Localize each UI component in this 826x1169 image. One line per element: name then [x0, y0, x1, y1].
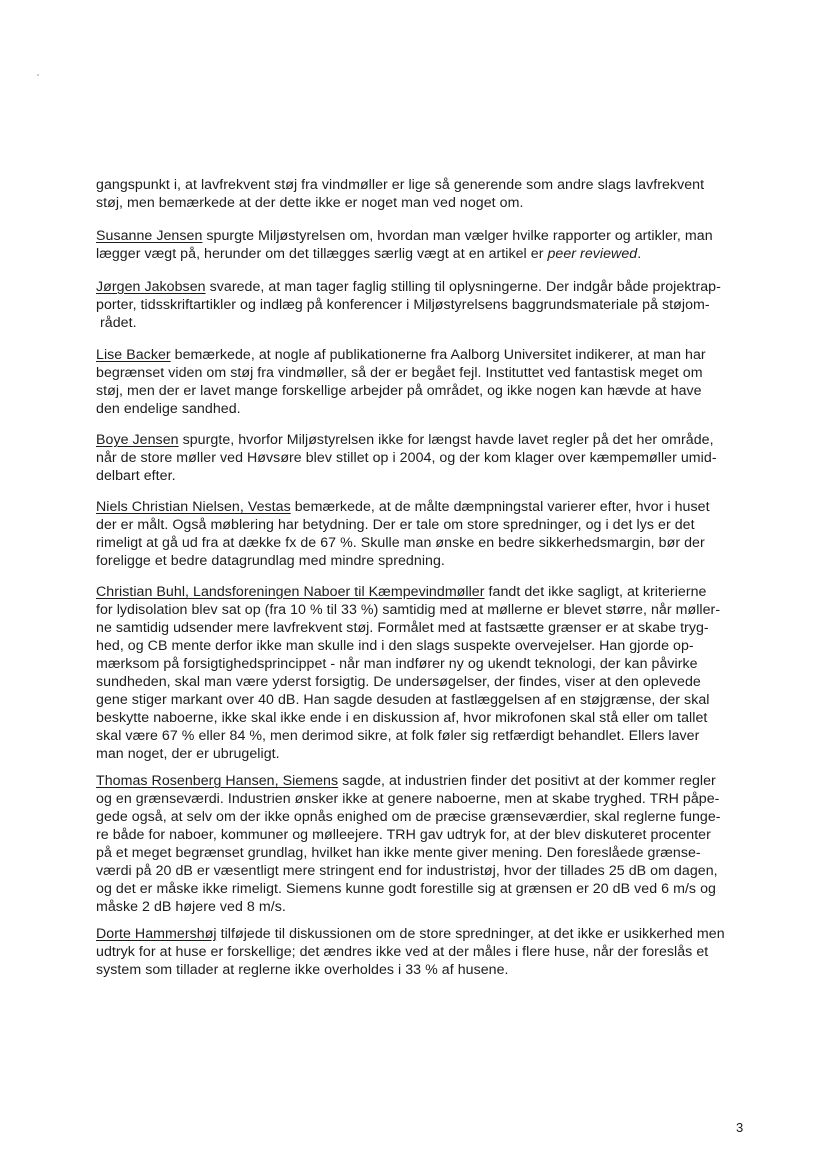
text-line: man noget, der er ubrugeligt. [96, 746, 280, 762]
text-punctuation: . [637, 246, 642, 262]
text-line: porter, tidsskriftartikler og indlæg på konferencer i Miljøstyrelsens baggrundsmateriale på støjom- [96, 297, 710, 313]
scan-speck [37, 74, 39, 76]
text-line: skal være 67 % eller 84 %, men derimod sikre, at folk føler sig retfærdigt behandlet. Ellers laver [96, 728, 700, 744]
text-line: system som tillader at reglerne ikke overholdes i 33 % af husene. [96, 962, 509, 978]
text-line: og en grænseværdi. Industrien ønsker ikke at genere naboerne, men at skabe tryghed. TRH påpe- [96, 791, 720, 807]
text-line: bemærkede, at nogle af publikationerne fra Aalborg Universitet indikerer, at man har [170, 347, 706, 363]
speaker-name: Lise Backer [96, 347, 171, 363]
paragraph-boye-jensen [96, 431, 717, 485]
speaker-name: Jørgen Jakobsen [96, 279, 206, 295]
text-line: begrænset viden om støj fra vindmøller, så der er begået fejl. Instituttet ved fantastisk meget om [96, 365, 703, 381]
speaker-name: Thomas Rosenberg Hansen, Siemens [96, 773, 339, 789]
text-line: udtryk for at huse er forskellige; det ændres ikke ved at der måles i flere huse, når der foreslås et [96, 944, 709, 960]
text-line: mærksom på forsigtighedsprincippet - når man indfører ny og ukendt teknologi, der kan påvirke [96, 656, 698, 672]
paragraph-thomas-rosenberg-hansen [96, 772, 721, 916]
text-line: rådet. [100, 315, 137, 331]
text-line: spurgte, hvorfor Miljøstyrelsen ikke for længst havde lavet regler på det her område, [178, 432, 714, 448]
text-line: værdi på 20 dB er væsentligt mere stringent end for industristøj, hvor der tillades 25 dB om dagen, [96, 863, 718, 879]
text-line: hed, og CB mente derfor ikke man skulle ind i den slags suspekte overvejelser. Han gjorde op- [96, 638, 694, 654]
text-line: den endelige sandhed. [96, 401, 241, 417]
paragraph-dorte-hammershoj [96, 925, 725, 979]
text-line: der er målt. Også møblering har betydning. Der er tale om store spredninger, og i det lys er det [96, 517, 695, 533]
text-line: støj, men der er lavet mange forskellige arbejder på området, og ikke nogen kan hævde at have [96, 383, 702, 399]
text-line: re både for naboer, kommuner og mølleejere. TRH gav udtryk for, at der blev diskuteret procenter [96, 827, 711, 843]
text-line: sundheden, skal man være yderst forsigtig. De undersøgelser, der findes, viser at den oplevede [96, 674, 701, 690]
text-line: sagde, at industrien finder det positivt at der kommer regler [338, 773, 716, 789]
text-line: ne samtidig udsender mere lavfrekvent støj. Formålet med at fastsætte grænser er at skabe tryg- [96, 620, 709, 636]
text-line: når de store møller ved Høvsøre blev stillet op i 2004, og der kom klager over kæmpemøller umid- [96, 450, 717, 466]
text-line: støj, men bemærkede at der dette ikke er noget man ved noget om. [96, 195, 524, 211]
text-line: på et meget begrænset grundlag, hvilket han ikke mente giver mening. Den foreslåede grænse- [96, 845, 701, 861]
text-line: foreligge et bedre datagrundlag med mindre spredning. [96, 553, 445, 569]
text-line: bemærkede, at de målte dæmpningstal varierer efter, hvor i huset [290, 499, 710, 515]
text-line: måske 2 dB højere ved 8 m/s. [96, 899, 286, 915]
italic-term: peer reviewed [547, 246, 638, 262]
paragraph-susanne-jensen [96, 227, 713, 263]
text-line: og det er måske ikke rimeligt. Siemens kunne godt forestille sig at grænsen er 20 dB ved 6 m/s og [96, 881, 716, 897]
text-line: gede også, at selv om der ikke opnås enighed om de præcise grænseværdier, skal reglerne funge- [96, 809, 721, 825]
paragraph-continuation [96, 176, 704, 212]
text-line: lægger vægt på, herunder om det tillægges særlig vægt at en artikel er [96, 246, 548, 262]
text-line: for lydisolation blev sat op (fra 10 % til 33 %) samtidig med at møllerne er blevet større, når møller- [96, 602, 721, 618]
text-line: rimeligt at gå ud fra at dække fx de 67 %. Skulle man ønske en bedre sikkerhedsmargin, bør der [96, 535, 705, 551]
paragraph-niels-christian-nielsen [96, 498, 710, 570]
text-line: beskytte naboerne, ikke skal ikke ende i en diskussion af, hvor mikrofonen skal stå eller om tallet [96, 710, 708, 726]
speaker-name: Boye Jensen [96, 432, 179, 448]
paragraph-lise-backer [96, 346, 706, 418]
page-number: 3 [736, 1120, 744, 1135]
speaker-name: Niels Christian Nielsen, Vestas [96, 499, 291, 515]
speaker-name: Dorte Hammershøj [96, 926, 217, 942]
text-line: delbart efter. [96, 468, 176, 484]
text-line: spurgte Miljøstyrelsen om, hvordan man vælger hvilke rapporter og artikler, man [202, 228, 713, 244]
paragraph-christian-buhl [96, 583, 720, 763]
text-line: svarede, at man tager faglig stilling til oplysningerne. Der indgår både projektrap- [205, 279, 721, 295]
text-line: fandt det ikke sagligt, at kriterierne [484, 584, 707, 600]
text-line: gene stiger markant over 40 dB. Han sagde desuden at fastlæggelsen af en støjgrænse, der skal [96, 692, 710, 708]
text-line: gangspunkt i, at lavfrekvent støj fra vindmøller er lige så generende som andre slags lavfrekvent [96, 177, 705, 193]
speaker-name: Susanne Jensen [96, 228, 203, 244]
text-line: tilføjede til diskussionen om de store spredninger, at det ikke er usikkerhed men [216, 926, 725, 942]
paragraph-jorgen-jakobsen [96, 278, 721, 332]
speaker-name: Christian Buhl, Landsforeningen Naboer til Kæmpevindmøller [96, 584, 485, 600]
